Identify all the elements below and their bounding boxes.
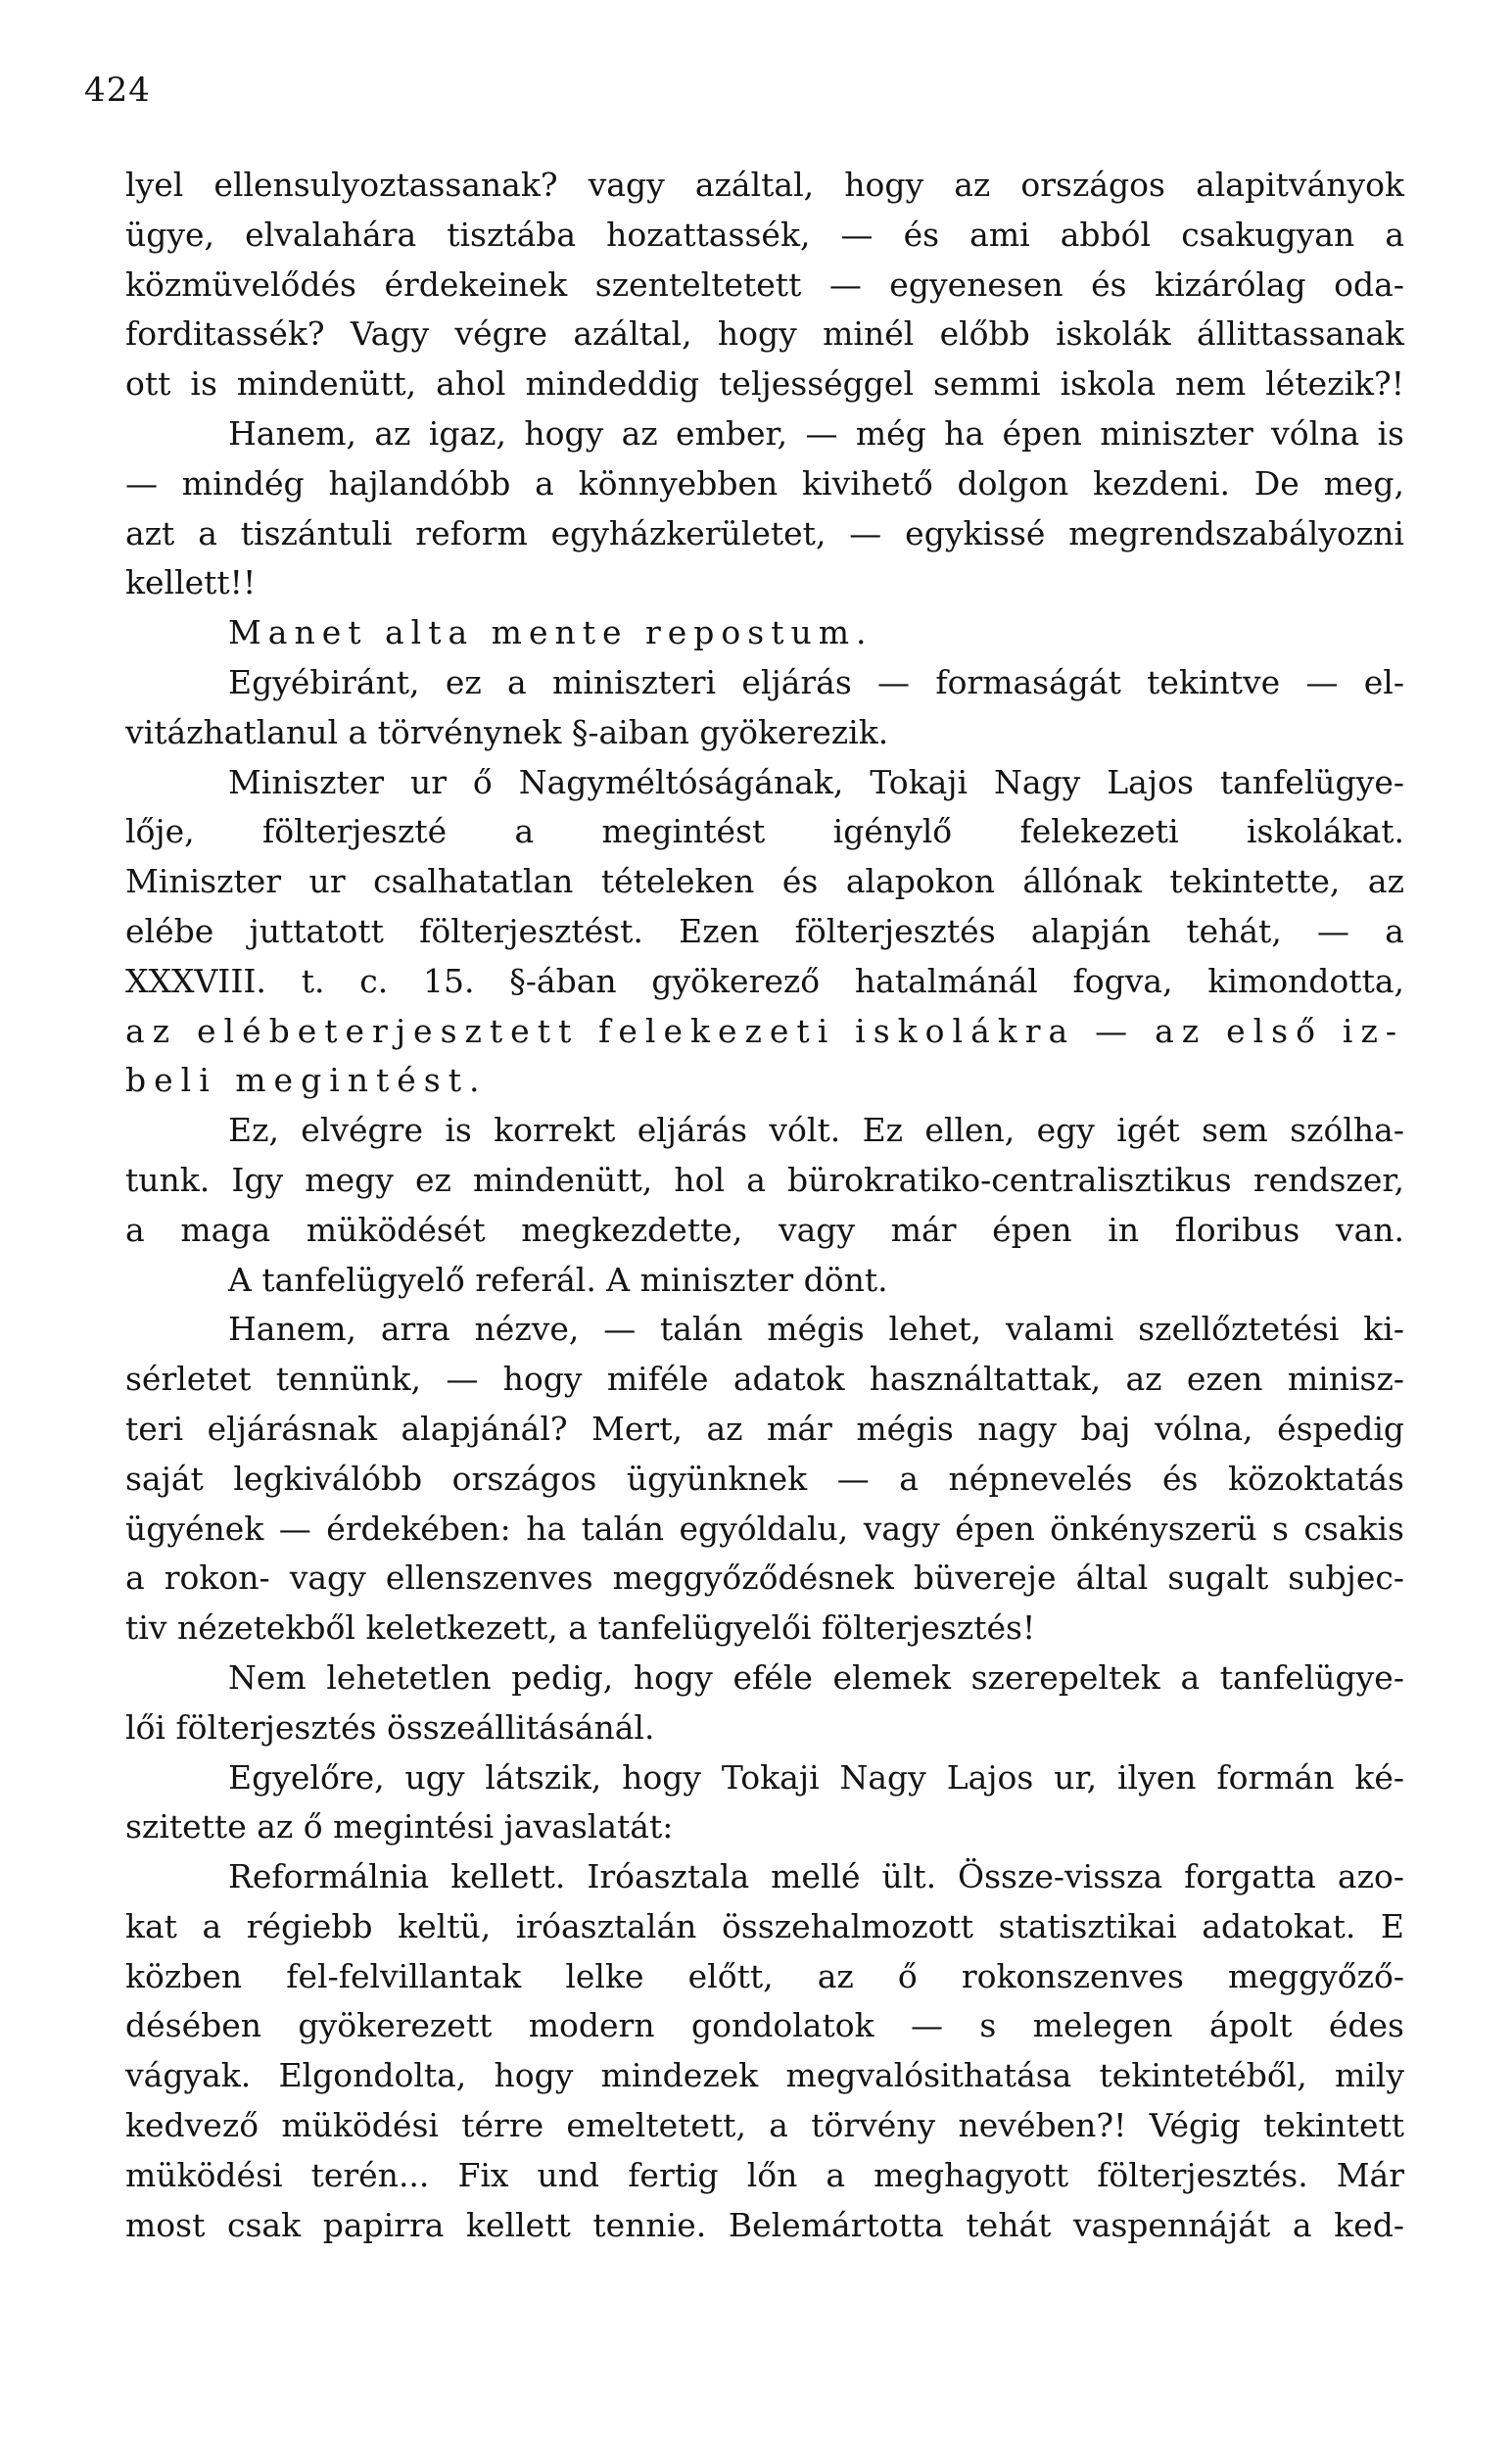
text-line-20: Ez, elvégre is korrekt eljárás vólt. Ez ellen, egy igét sem szólha- <box>228 1111 1404 1150</box>
page-number: 424 <box>84 71 151 110</box>
text-line-24: Hanem, arra nézve, — talán mégis lehet, valami szellőztetési ki- <box>228 1310 1404 1349</box>
text-line-26: teri eljárásnak alapjánál? Mert, az már mégis nagy baj vólna, éspedig <box>125 1409 1404 1448</box>
text-line-25: sérletet tennünk, — hogy miféle adatok használtattak, az ezen minisz- <box>125 1360 1404 1399</box>
text-line-15: Miniszter ur csalhatatlan tételeken és alapokon állónak tekintette, az <box>125 862 1404 901</box>
text-line-35: Reformálnia kellett. Iróasztala mellé ült. Össze-vissza forgatta azo- <box>228 1857 1404 1896</box>
text-line-16: elébe juttatott fölterjesztést. Ezen fölterjesztés alapján tehát, — a <box>125 911 1404 950</box>
text-line-29: a rokon- vagy ellenszenves meggyőződésnek büvereje által sugalt subjec- <box>125 1559 1404 1598</box>
text-line-3: közmüvelődés érdekeinek szenteltetett — egyenesen és kizárólag oda- <box>125 264 1404 304</box>
text-line-5: ott is mindenütt, ahol mindeddig teljességgel semmi iskola nem létezik?! <box>125 364 1404 404</box>
text-line-23: A tanfelügyelő referál. A miniszter dönt. <box>228 1260 888 1299</box>
text-line-28: ügyének — érdekében: ha talán egyóldalu, vagy épen önkényszerü s csakis <box>125 1509 1404 1548</box>
text-line-4: forditassék? Vagy végre azáltal, hogy minél előbb iskolák állittassanak <box>125 314 1404 354</box>
text-line-11: Egyébiránt, ez a miniszteri eljárás — formaságát tekintve — el- <box>228 662 1404 701</box>
text-line-8: azt a tiszántuli reform egyházkerületet, — egykissé megrendszabályozni <box>125 513 1404 552</box>
text-line-12: vitázhatlanul a törvénynek §-aiban gyökerezik. <box>125 712 889 751</box>
text-line-1: lyel ellensulyoztassanak? vagy azáltal, hogy az országos alapitványok <box>125 166 1404 204</box>
text-line-2: ügye, elvalahára tisztába hozattassék, — és ami abból csakugyan a <box>125 215 1404 254</box>
text-line-21: tunk. Igy megy ez mindenütt, hol a bürokratiko-centralisztikus rendszer, <box>125 1160 1404 1199</box>
text-line-18: az elébeterjesztett felekezeti iskolákra — az első iz- <box>125 1011 1404 1050</box>
text-line-17: XXXVIII. t. c. 15. §-ában gyökerező hatalmánál fogva, kimondotta, <box>125 961 1404 1000</box>
text-line-30: tiv nézetekből keletkezett, a tanfelügyelői fölterjesztés! <box>125 1608 1036 1648</box>
text-line-39: vágyak. Elgondolta, hogy mindezek megvalósithatása tekintetéből, mily <box>125 2056 1404 2095</box>
body-text <box>125 161 1404 2250</box>
text-line-6: Hanem, az igaz, hogy az ember, — még ha épen miniszter vólna is <box>228 413 1404 453</box>
text-line-7: — mindég hajlandóbb a könnyebben kivihető dolgon kezdeni. De meg, <box>125 463 1404 503</box>
text-line-14: lője, fölterjeszté a megintést igénylő felekezeti iskolákat. <box>125 812 1404 851</box>
text-line-13: Miniszter ur ő Nagyméltóságának, Tokaji Nagy Lajos tanfelügye- <box>228 762 1404 801</box>
text-line-37: közben fel-felvillantak lelke előtt, az ő rokonszenves meggyőző- <box>125 1956 1404 1995</box>
text-line-36: kat a régiebb keltü, iróasztalán összehalmozott statisztikai adatokat. E <box>125 1906 1404 1945</box>
text-line-38: désében gyökerezett modern gondolatok — s melegen ápolt édes <box>125 2006 1404 2045</box>
text-line-42: most csak papirra kellett tennie. Belemártotta tehát vaspennáját a ked- <box>125 2205 1404 2244</box>
text-line-9: kellett!! <box>125 563 257 602</box>
text-line-34: szitette az ő megintési javaslatát: <box>125 1807 674 1846</box>
text-line-41: müködési terén... Fix und fertig lőn a meghagyott fölterjesztés. Már <box>125 2155 1404 2194</box>
text-line-22: a maga müködését megkezdette, vagy már épen in floribus van. <box>125 1210 1404 1249</box>
text-line-40: kedvező müködési térre emeltetett, a törvény nevében?! Végig tekintett <box>125 2106 1404 2145</box>
text-line-27: saját legkiválóbb országos ügyünknek — a népnevelés és közoktatás <box>125 1459 1404 1498</box>
text-line-10-latin-phrase: Manet alta mente repostum. <box>228 613 874 652</box>
text-line-33: Egyelőre, ugy látszik, hogy Tokaji Nagy Lajos ur, ilyen formán ké- <box>228 1757 1404 1797</box>
text-line-19: beli megintést. <box>125 1061 488 1100</box>
text-line-32: lői fölterjesztés összeállitásánál. <box>125 1707 655 1747</box>
text-line-31: Nem lehetetlen pedig, hogy eféle elemek szerepeltek a tanfelügye- <box>228 1657 1404 1697</box>
